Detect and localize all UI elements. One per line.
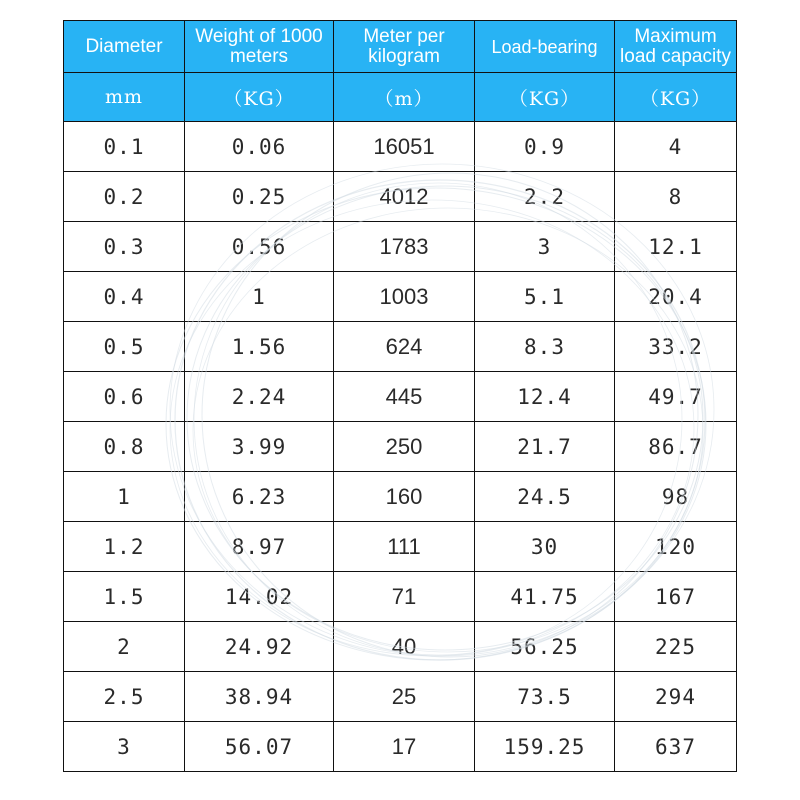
header-weight: Weight of 1000 meters [185, 21, 334, 73]
unit-load-bearing: （KG） [475, 73, 615, 122]
cell-max-load: 33.2 [615, 322, 737, 372]
cell-weight: 0.25 [185, 172, 334, 222]
table-row [64, 572, 737, 622]
cell-diameter: 2 [64, 622, 185, 672]
cell-load-bearing: 41.75 [475, 572, 615, 622]
table-row [64, 272, 737, 322]
table-row [64, 522, 737, 572]
cell-max-load: 98 [615, 472, 737, 522]
cell-load-bearing: 56.25 [475, 622, 615, 672]
cell-load-bearing: 159.25 [475, 722, 615, 772]
cell-weight: 1.56 [185, 322, 334, 372]
cell-load-bearing: 24.5 [475, 472, 615, 522]
cell-meter-per-kg: 624 [334, 322, 475, 372]
cell-load-bearing: 5.1 [475, 272, 615, 322]
cell-load-bearing: 73.5 [475, 672, 615, 722]
table-row [64, 372, 737, 422]
table-row [64, 672, 737, 722]
wire-spec-table [63, 20, 737, 772]
cell-diameter: 0.8 [64, 422, 185, 472]
cell-max-load: 120 [615, 522, 737, 572]
cell-load-bearing: 2.2 [475, 172, 615, 222]
cell-weight: 2.24 [185, 372, 334, 422]
cell-diameter: 0.2 [64, 172, 185, 222]
cell-max-load: 294 [615, 672, 737, 722]
table-row [64, 172, 737, 222]
cell-max-load: 167 [615, 572, 737, 622]
cell-diameter: 1.5 [64, 572, 185, 622]
cell-weight: 8.97 [185, 522, 334, 572]
cell-max-load: 637 [615, 722, 737, 772]
cell-diameter: 1.2 [64, 522, 185, 572]
cell-weight: 56.07 [185, 722, 334, 772]
cell-meter-per-kg: 17 [334, 722, 475, 772]
cell-max-load: 12.1 [615, 222, 737, 272]
cell-weight: 0.56 [185, 222, 334, 272]
table-row [64, 472, 737, 522]
cell-max-load: 8 [615, 172, 737, 222]
cell-weight: 6.23 [185, 472, 334, 522]
table-body [64, 122, 737, 772]
cell-diameter: 0.5 [64, 322, 185, 372]
unit-meter-per-kg: （m） [334, 73, 475, 122]
table-row [64, 322, 737, 372]
cell-weight: 24.92 [185, 622, 334, 672]
header-row [64, 21, 737, 73]
unit-row [64, 73, 737, 122]
cell-diameter: 0.3 [64, 222, 185, 272]
cell-meter-per-kg: 25 [334, 672, 475, 722]
cell-load-bearing: 8.3 [475, 322, 615, 372]
cell-load-bearing: 12.4 [475, 372, 615, 422]
cell-load-bearing: 21.7 [475, 422, 615, 472]
table-row [64, 722, 737, 772]
header-meter-per-kg: Meter per kilogram [334, 21, 475, 73]
cell-meter-per-kg: 1003 [334, 272, 475, 322]
table-row [64, 122, 737, 172]
table-row [64, 222, 737, 272]
table-row [64, 622, 737, 672]
cell-meter-per-kg: 40 [334, 622, 475, 672]
cell-diameter: 0.4 [64, 272, 185, 322]
cell-load-bearing: 30 [475, 522, 615, 572]
cell-meter-per-kg: 16051 [334, 122, 475, 172]
cell-meter-per-kg: 160 [334, 472, 475, 522]
cell-diameter: 0.1 [64, 122, 185, 172]
cell-meter-per-kg: 4012 [334, 172, 475, 222]
unit-max-load: （KG） [615, 73, 737, 122]
unit-diameter: mm [64, 73, 185, 122]
cell-diameter: 1 [64, 472, 185, 522]
cell-weight: 1 [185, 272, 334, 322]
cell-meter-per-kg: 1783 [334, 222, 475, 272]
cell-load-bearing: 3 [475, 222, 615, 272]
cell-meter-per-kg: 111 [334, 522, 475, 572]
cell-max-load: 20.4 [615, 272, 737, 322]
cell-load-bearing: 0.9 [475, 122, 615, 172]
header-diameter: Diameter [64, 21, 185, 73]
cell-diameter: 2.5 [64, 672, 185, 722]
cell-max-load: 4 [615, 122, 737, 172]
header-load-bearing: Load-bearing [475, 21, 615, 73]
cell-meter-per-kg: 71 [334, 572, 475, 622]
cell-meter-per-kg: 445 [334, 372, 475, 422]
cell-max-load: 225 [615, 622, 737, 672]
table-row [64, 422, 737, 472]
cell-weight: 38.94 [185, 672, 334, 722]
unit-weight: （KG） [185, 73, 334, 122]
cell-weight: 14.02 [185, 572, 334, 622]
cell-diameter: 0.6 [64, 372, 185, 422]
header-max-load: Maximum load capacity [615, 21, 737, 73]
cell-weight: 0.06 [185, 122, 334, 172]
cell-meter-per-kg: 250 [334, 422, 475, 472]
cell-diameter: 3 [64, 722, 185, 772]
cell-weight: 3.99 [185, 422, 334, 472]
cell-max-load: 49.7 [615, 372, 737, 422]
cell-max-load: 86.7 [615, 422, 737, 472]
